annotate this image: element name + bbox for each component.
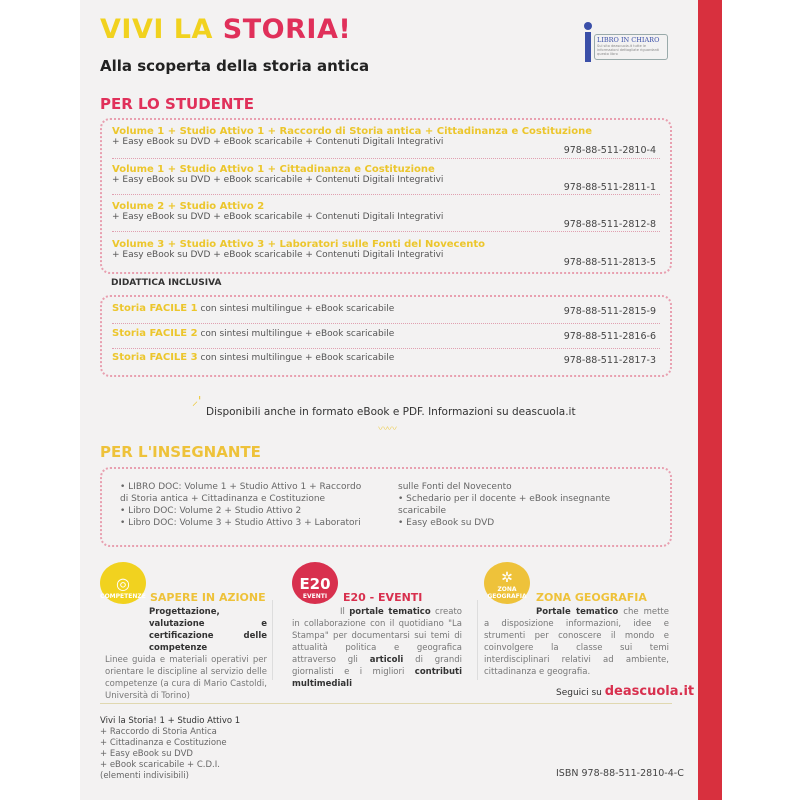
badge-label: COMPETENZE [100,593,146,600]
row-desc: con sintesi multilingue + eBook scaricabile [200,353,395,363]
t: che mette a disposizione informazioni, idee e strumenti per conoscere il mondo e coinvolgere la classe sui temi interdisciplinari relativi ad ambiente, cittadinanza e geografia. [484,607,669,677]
bundle-line: + eBook scaricabile + C.D.I. [100,760,220,770]
inclusive-box [100,295,672,377]
teacher-item: • Libro DOC: Volume 3 + Studio Attivo 3 + Laboratori [120,518,361,528]
bundle-list [100,716,240,782]
teacher-heading: PER L'INSEGNANTE [100,443,261,461]
feature-desc [484,606,669,678]
teacher-item: scaricabile [398,506,447,516]
row-isbn: 978-88-511-2810-4 [563,145,656,156]
row-desc: + Easy eBook su DVD + eBook scaricabile + Contenuti Digitali Integrativi [112,212,444,222]
e20-badge-icon [292,562,338,604]
inclusive-row [112,303,660,324]
teacher-item: • Easy eBook su DVD [398,518,495,528]
student-heading: PER LO STUDENTE [100,95,254,113]
feature-lead: Progettazione, valutazione e certificazione delle competenze [149,607,267,653]
bundle-line: + Easy eBook su DVD [100,749,193,759]
row-isbn: 978-88-511-2815-9 [563,306,656,317]
teacher-item: • LIBRO DOC: Volume 1 + Studio Attivo 1 + Raccordo [120,482,362,492]
follow-us [556,684,694,699]
student-row [112,239,660,269]
libro-in-chiaro-badge [584,22,670,62]
divider [272,600,273,680]
t: di grandi giornalisti e i migliori [292,655,463,677]
follow-link[interactable]: deascuola.it [604,684,695,699]
student-row [112,201,660,232]
bundle-line: (elementi indivisibili) [100,771,189,781]
book-title [100,14,351,45]
badge-label: ZONA GEOGRAFIA [487,586,527,600]
row-isbn: 978-88-511-2813-5 [563,257,656,268]
t: contributi multimediali [292,667,462,689]
divider [477,600,478,680]
row-title: Storia FACILE 2 [112,328,198,339]
t: portale tematico [349,607,431,617]
row-title: Volume 1 + Studio Attivo 1 + Cittadinanza e Costituzione [112,164,435,175]
inclusive-row [112,328,660,349]
row-isbn: 978-88-511-2816-6 [563,331,656,342]
row-title: Storia FACILE 1 [112,303,198,314]
inclusive-heading: DIDATTICA INCLUSIVA [111,278,222,288]
teacher-item: di Storia antica + Cittadinanza e Costituzione [120,494,326,504]
subtitle: Alla scoperta della storia antica [100,57,370,75]
badge-text: Sul sito deascuola.it tutte le informazioni dettagliate riguardanti questo libro [597,44,660,56]
teacher-box [100,467,672,547]
row-title: Storia FACILE 3 [112,352,198,363]
isbn: ISBN 978-88-511-2810-4-C [556,768,684,779]
t: articoli [369,655,404,665]
badge-title: LIBRO IN CHIARO [597,36,660,44]
inclusive-row [112,352,660,370]
bundle-line: + Raccordo di Storia Antica [100,727,217,737]
row-desc: + Easy eBook su DVD + eBook scaricabile + Contenuti Digitali Integrativi [112,250,444,260]
teacher-item: • Libro DOC: Volume 2 + Studio Attivo 2 [120,506,302,516]
row-desc: con sintesi multilingue + eBook scaricabile [200,329,395,339]
feature-desc [105,606,267,702]
feature-title: SAPERE IN AZIONE [150,591,266,604]
ebook-note: Disponibili anche in formato eBook e PDF. Informazioni su deascuola.it [206,406,576,418]
row-desc: + Easy eBook su DVD + eBook scaricabile + Contenuti Digitali Integrativi [112,175,444,185]
row-title: Volume 2 + Studio Attivo 2 [112,201,265,212]
divider [100,703,672,704]
t: Il [340,607,350,617]
info-dot-icon [584,22,592,30]
teacher-col-2 [398,481,610,529]
feature-text: Linee guida e materiali operativi per orientare le discipline al servizio delle competenze (a cura di Mario Castoldi, Università di Torino) [105,655,267,701]
row-isbn: 978-88-511-2812-8 [563,219,656,230]
wave-decoration: 〰〰 [378,424,396,435]
t: Portale tematico [536,607,619,617]
row-desc: con sintesi multilingue + eBook scaricabile [200,304,395,314]
student-row [112,126,660,159]
feature-title: ZONA GEOGRAFIA [536,591,647,604]
info-bar-icon [585,32,591,62]
sparkle-icon: ⸝' [192,394,202,408]
teacher-item: • Schedario per il docente + eBook insegnante [398,494,611,504]
student-row [112,164,660,195]
feature-title: E20 - EVENTI [343,591,423,604]
badge-label: EVENTI [302,593,328,600]
zona-geografia-badge-icon: ✲ ZONA GEOGRAFIA [484,562,530,604]
teacher-item: sulle Fonti del Novecento [398,482,512,492]
red-spine [698,0,722,800]
row-title: Volume 1 + Studio Attivo 1 + Raccordo di Storia antica + Cittadinanza e Costituzione [112,126,592,137]
row-isbn: 978-88-511-2817-3 [563,355,656,366]
row-isbn: 978-88-511-2811-1 [563,182,656,193]
teacher-col-1 [120,481,361,529]
bundle-line: Vivi la Storia! 1 + Studio Attivo 1 [100,716,241,726]
title-part2: STORIA! [222,14,352,45]
row-title: Volume 3 + Studio Attivo 3 + Laboratori sulle Fonti del Novecento [112,239,486,250]
competenze-badge-icon: ◎ COMPETENZE [100,562,146,604]
row-desc: + Easy eBook su DVD + eBook scaricabile + Contenuti Digitali Integrativi [112,137,444,147]
feature-desc [292,606,462,690]
bundle-line: + Cittadinanza e Costituzione [100,738,227,748]
follow-label: Seguici su [556,688,602,698]
t: creato in collaborazione con il quotidiano "La Stampa" per documentarsi sui temi di attualità politica e geografica attraverso gli [292,607,462,665]
title-part1: VIVI LA [100,14,213,45]
student-box [100,118,672,274]
e20-logo: E20 [299,575,331,593]
